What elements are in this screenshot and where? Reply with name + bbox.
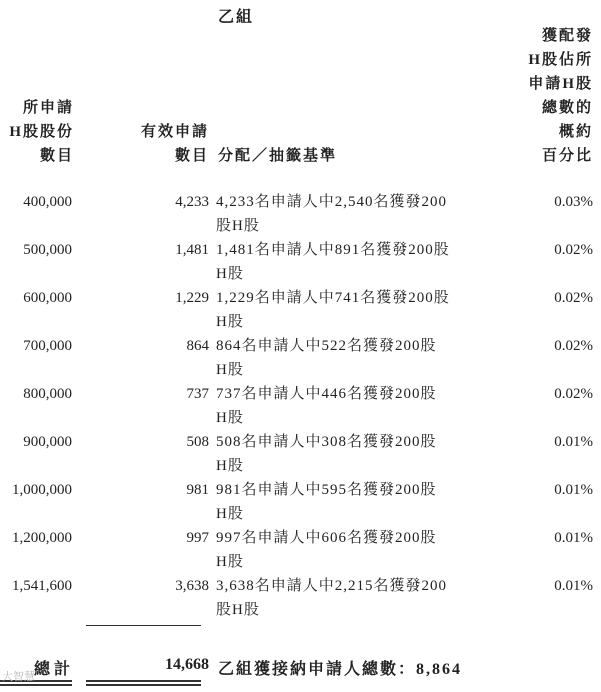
allocation-line: 981名申請人中595名獲發200股 xyxy=(216,482,437,498)
valid-applications-cell: 981 xyxy=(186,482,209,498)
shares-applied-cell: 800,000 xyxy=(23,386,72,402)
header-valid-applications xyxy=(141,120,209,168)
percentage-cell: 0.02% xyxy=(554,386,593,402)
allocation-basis-cell xyxy=(216,526,466,574)
header-line: 有效申請 xyxy=(140,124,209,140)
valid-applications-cell: 4,233 xyxy=(175,194,209,210)
allocation-line: 737名申請人中446名獲發200股 xyxy=(216,386,437,402)
percentage-cell: 0.01% xyxy=(554,482,593,498)
header-line: 概約 xyxy=(558,124,593,140)
valid-applications-cell: 508 xyxy=(186,434,209,450)
double-underline xyxy=(0,684,72,686)
percentage-cell: 0.03% xyxy=(554,194,593,210)
subtotal-rule xyxy=(86,625,201,626)
percentage-cell: 0.01% xyxy=(554,578,593,594)
valid-applications-cell: 997 xyxy=(186,530,209,546)
valid-applications-cell: 737 xyxy=(186,386,209,402)
table-row xyxy=(0,286,601,334)
allocation-line: H股 xyxy=(216,554,244,570)
allocation-basis-cell xyxy=(216,430,466,478)
allocation-basis-cell xyxy=(216,478,466,526)
header-percentage xyxy=(528,24,593,168)
shares-applied-cell: 900,000 xyxy=(23,434,72,450)
table-row xyxy=(0,238,601,286)
header-line: 所申請 xyxy=(22,100,74,116)
percentage-cell: 0.01% xyxy=(554,434,593,450)
allocation-basis-cell xyxy=(216,238,466,286)
table-row xyxy=(0,334,601,382)
table-row xyxy=(0,526,601,574)
valid-applications-cell: 3,638 xyxy=(175,578,209,594)
table-row xyxy=(0,190,601,238)
percentage-cell: 0.02% xyxy=(554,338,593,354)
header-line: H股股份 xyxy=(9,124,74,140)
allocation-line: H股 xyxy=(216,458,244,474)
allocation-line: H股 xyxy=(216,410,244,426)
table-row xyxy=(0,430,601,478)
shares-applied-cell: 700,000 xyxy=(23,338,72,354)
header-line: 百分比 xyxy=(541,148,593,164)
allocation-line: 997名申請人中606名獲發200股 xyxy=(216,530,437,546)
table-row xyxy=(0,382,601,430)
header-shares-applied xyxy=(9,96,74,168)
header-line: 數目 xyxy=(174,148,209,164)
header-basis: 分配／抽籤基準 xyxy=(218,148,338,164)
percentage-cell: 0.01% xyxy=(554,530,593,546)
valid-applications-cell: 864 xyxy=(186,338,209,354)
header-line: 獲配發 xyxy=(541,28,593,44)
allocation-line: 508名申請人中308名獲發200股 xyxy=(216,434,437,450)
shares-applied-cell: 500,000 xyxy=(23,242,72,258)
allocation-basis-cell xyxy=(216,334,466,382)
allocation-line: 股H股 xyxy=(216,602,260,618)
shares-applied-cell: 1,541,600 xyxy=(12,578,72,594)
allocation-line: 864名申請人中522名獲發200股 xyxy=(216,338,437,354)
valid-applications-cell: 1,481 xyxy=(175,242,209,258)
table-row xyxy=(0,478,601,526)
header-line: H股佔所 xyxy=(528,52,593,68)
watermark: 大智慧 xyxy=(2,670,35,683)
allocation-line: H股 xyxy=(216,362,244,378)
allocation-line: 1,229名申請人中741名獲發200股 xyxy=(216,290,450,306)
header-line: 數目 xyxy=(39,148,74,164)
shares-applied-cell: 600,000 xyxy=(23,290,72,306)
allocation-line: 3,638名申請人中2,215名獲發200 xyxy=(216,578,448,594)
allocation-line: H股 xyxy=(216,506,244,522)
allocation-line: H股 xyxy=(216,266,244,282)
shares-applied-cell: 1,200,000 xyxy=(12,530,72,546)
allocation-basis-cell xyxy=(216,382,466,430)
total-label: 總計 xyxy=(33,661,74,678)
shares-applied-cell: 400,000 xyxy=(23,194,72,210)
allocation-basis-cell xyxy=(216,286,466,334)
total-value: 14,668 xyxy=(165,656,209,673)
allocation-basis-cell xyxy=(216,574,466,622)
table-row xyxy=(0,574,601,622)
allocation-table xyxy=(0,190,601,622)
allocation-line: 4,233名申請人中2,540名獲發200 xyxy=(216,194,448,210)
allocation-line: 股H股 xyxy=(216,218,260,234)
percentage-cell: 0.02% xyxy=(554,290,593,306)
group-title: 乙組 xyxy=(218,9,255,26)
total-summary: 乙組獲接納申請人總數：8,864 xyxy=(218,661,463,678)
allocation-line: 1,481名申請人中891名獲發200股 xyxy=(216,242,450,258)
allocation-basis-cell xyxy=(216,190,466,238)
header-line: 總數的 xyxy=(541,100,593,116)
header-line: 申請H股 xyxy=(528,76,593,92)
shares-applied-cell: 1,000,000 xyxy=(12,482,72,498)
valid-applications-cell: 1,229 xyxy=(175,290,209,306)
double-underline xyxy=(86,680,201,682)
allocation-line: H股 xyxy=(216,314,244,330)
double-underline xyxy=(86,684,201,686)
percentage-cell: 0.02% xyxy=(554,242,593,258)
